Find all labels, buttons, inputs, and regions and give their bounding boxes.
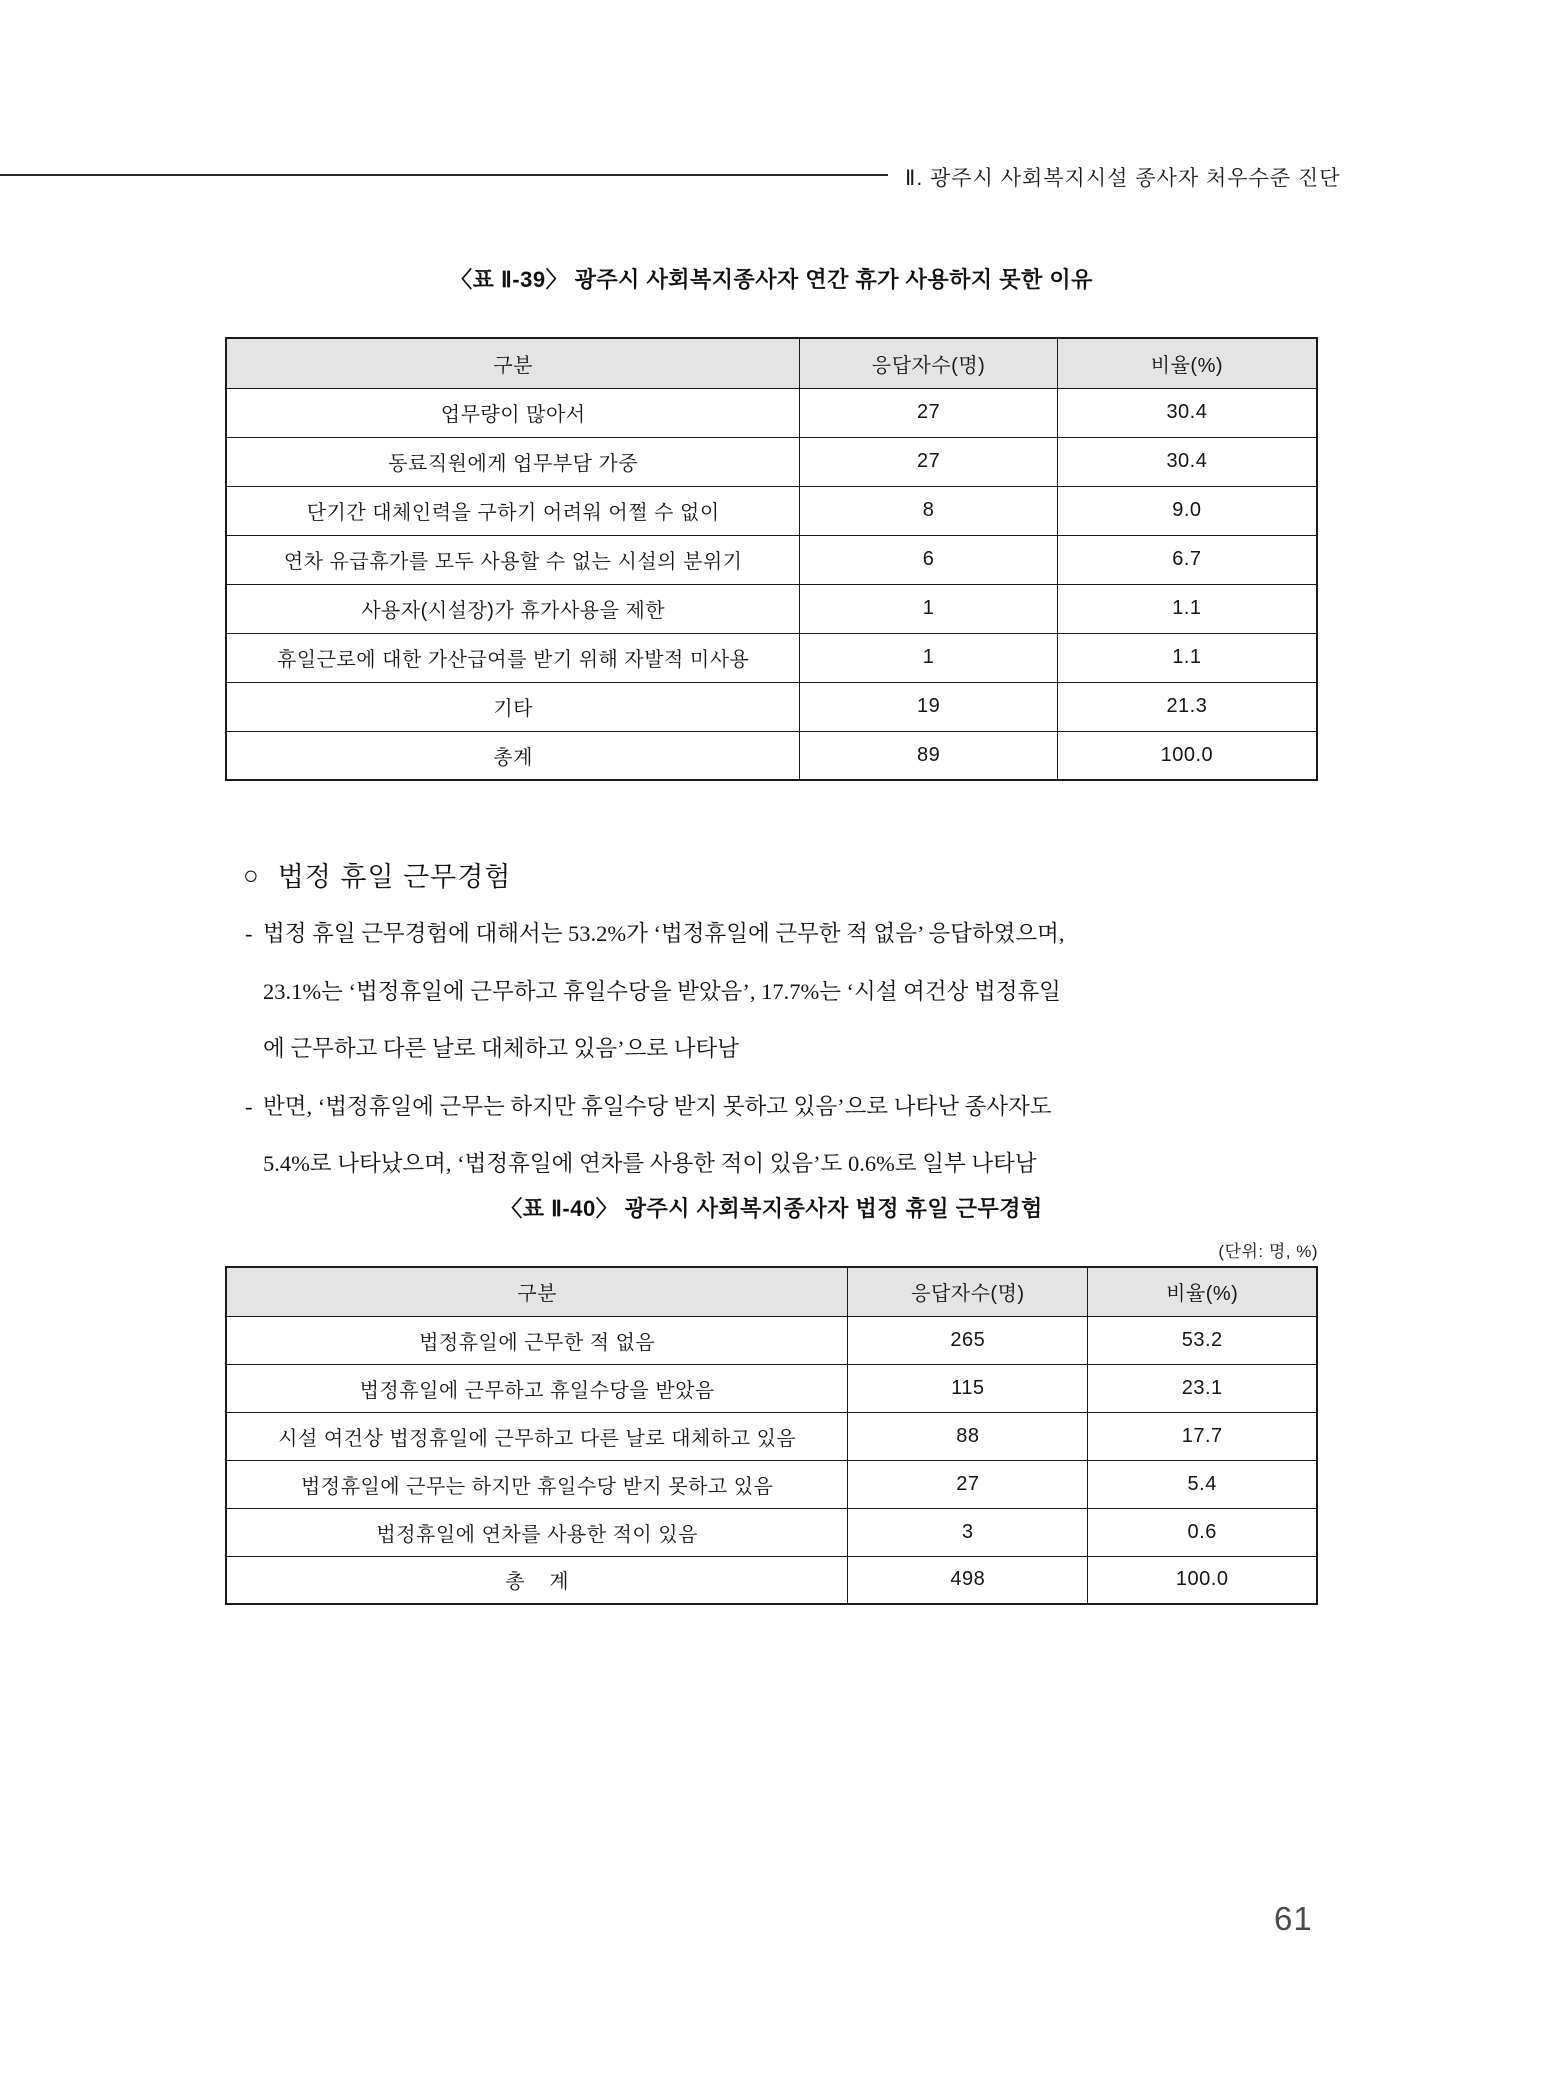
bullet-text [263,1078,1340,1193]
bullet-line: 5.4%로 나타났으며, ‘법정휴일에 연차를 사용한 적이 있음’도 0.6%로 일부 나타남 [263,1151,1037,1176]
dash-bullet-icon: - [245,921,253,946]
chapter-header-title: Ⅱ. 광주시 사회복지시설 종사자 처우수준 진단 [905,167,1341,190]
table-row [226,437,1317,486]
table-row [226,1412,1317,1460]
row-label: 법정휴일에 근무하고 휴일수당을 받았음 [226,1364,848,1412]
bullet-item [245,1078,1340,1193]
dash-bullet-icon: - [245,1093,253,1119]
row-count: 89 [800,731,1057,780]
row-count: 3 [848,1508,1088,1556]
row-count: 88 [848,1412,1088,1460]
row-label: 총계 [226,731,800,780]
bullet-item [245,905,1340,1078]
row-label: 총 계 [226,1556,848,1604]
row-count: 19 [800,682,1057,731]
column-header-label: 구분 [226,1267,848,1316]
column-header-label: 구분 [226,338,800,388]
row-pct: 23.1 [1088,1364,1317,1412]
table-row [226,1460,1317,1508]
table-row [226,1316,1317,1364]
column-header-count: 응답자수(명) [848,1267,1088,1316]
row-pct: 30.4 [1057,437,1317,486]
row-pct: 21.3 [1057,682,1317,731]
row-count: 6 [800,535,1057,584]
row-pct: 1.1 [1057,633,1317,682]
row-label: 단기간 대체인력을 구하기 어려워 어쩔 수 없이 [226,486,800,535]
row-pct: 0.6 [1088,1508,1317,1556]
row-label: 법정휴일에 근무는 하지만 휴일수당 받지 못하고 있음 [226,1460,848,1508]
row-label: 업무량이 많아서 [226,388,800,437]
row-pct: 30.4 [1057,388,1317,437]
table1-caption: 〈표 Ⅱ-39〉 광주시 사회복지종사자 연간 휴가 사용하지 못한 이유 [450,267,1093,292]
table-header-row [226,338,1317,388]
table-row [226,388,1317,437]
running-header [0,160,1544,190]
table-row [226,1508,1317,1556]
page-number: 61 [1274,1900,1313,1937]
row-label: 법정휴일에 연차를 사용한 적이 있음 [226,1508,848,1556]
row-pct: 17.7 [1088,1412,1317,1460]
row-count: 1 [800,584,1057,633]
bullet-line: 23.1%는 ‘법정휴일에 근무하고 휴일수당을 받았음’, 17.7%는 ‘시설 여건상 법정휴일 [263,978,1061,1004]
row-count: 1 [800,633,1057,682]
table-row [226,1364,1317,1412]
table-total-row [226,1556,1317,1604]
bullet-line: 반면, ‘법정휴일에 근무는 하지만 휴일수당 받지 못하고 있음’으로 나타난 종사자도 [263,1093,1052,1119]
bullet-list [245,905,1340,1193]
row-count: 498 [848,1556,1088,1604]
row-count: 27 [848,1460,1088,1508]
table-total-row [226,731,1317,780]
row-label: 휴일근로에 대한 가산급여를 받기 위해 자발적 미사용 [226,633,800,682]
row-count: 115 [848,1364,1088,1412]
column-header-pct: 비율(%) [1057,338,1317,388]
row-label: 동료직원에게 업무부담 가중 [226,437,800,486]
table-holiday-work-experience [225,1266,1318,1605]
row-count: 265 [848,1316,1088,1364]
row-label: 시설 여건상 법정휴일에 근무하고 다른 날로 대체하고 있음 [226,1412,848,1460]
row-count: 8 [800,486,1057,535]
circle-bullet-icon: ○ [243,859,260,890]
row-label: 법정휴일에 근무한 적 없음 [226,1316,848,1364]
section-heading-text: 법정 휴일 근무경험 [277,862,512,892]
bullet-line: 법정 휴일 근무경험에 대해서는 53.2%가 ‘법정휴일에 근무한 적 없음’ 응답하였으며, [263,921,1065,946]
table-row [226,584,1317,633]
table-annual-leave-reasons [225,337,1318,781]
table-row [226,486,1317,535]
header-rule [0,174,888,176]
section-heading [243,855,511,894]
table-row [226,535,1317,584]
table-row [226,633,1317,682]
bullet-text [263,905,1340,1078]
row-pct: 100.0 [1088,1556,1317,1604]
row-count: 27 [800,388,1057,437]
row-pct: 53.2 [1088,1316,1317,1364]
row-label: 연차 유급휴가를 모두 사용할 수 없는 시설의 분위기 [226,535,800,584]
bullet-line: 에 근무하고 다른 날로 대체하고 있음’으로 나타남 [263,1036,739,1061]
row-pct: 5.4 [1088,1460,1317,1508]
table2-caption: 〈표 Ⅱ-40〉 광주시 사회복지종사자 법정 휴일 근무경험 [500,1196,1043,1221]
row-label: 사용자(시설장)가 휴가사용을 제한 [226,584,800,633]
table-header-row [226,1267,1317,1316]
column-header-count: 응답자수(명) [800,338,1057,388]
table-row [226,682,1317,731]
row-pct: 100.0 [1057,731,1317,780]
row-count: 27 [800,437,1057,486]
row-pct: 6.7 [1057,535,1317,584]
row-pct: 1.1 [1057,584,1317,633]
row-label: 기타 [226,682,800,731]
column-header-pct: 비율(%) [1088,1267,1317,1316]
unit-note: (단위: 명, %) [1218,1242,1318,1261]
row-pct: 9.0 [1057,486,1317,535]
